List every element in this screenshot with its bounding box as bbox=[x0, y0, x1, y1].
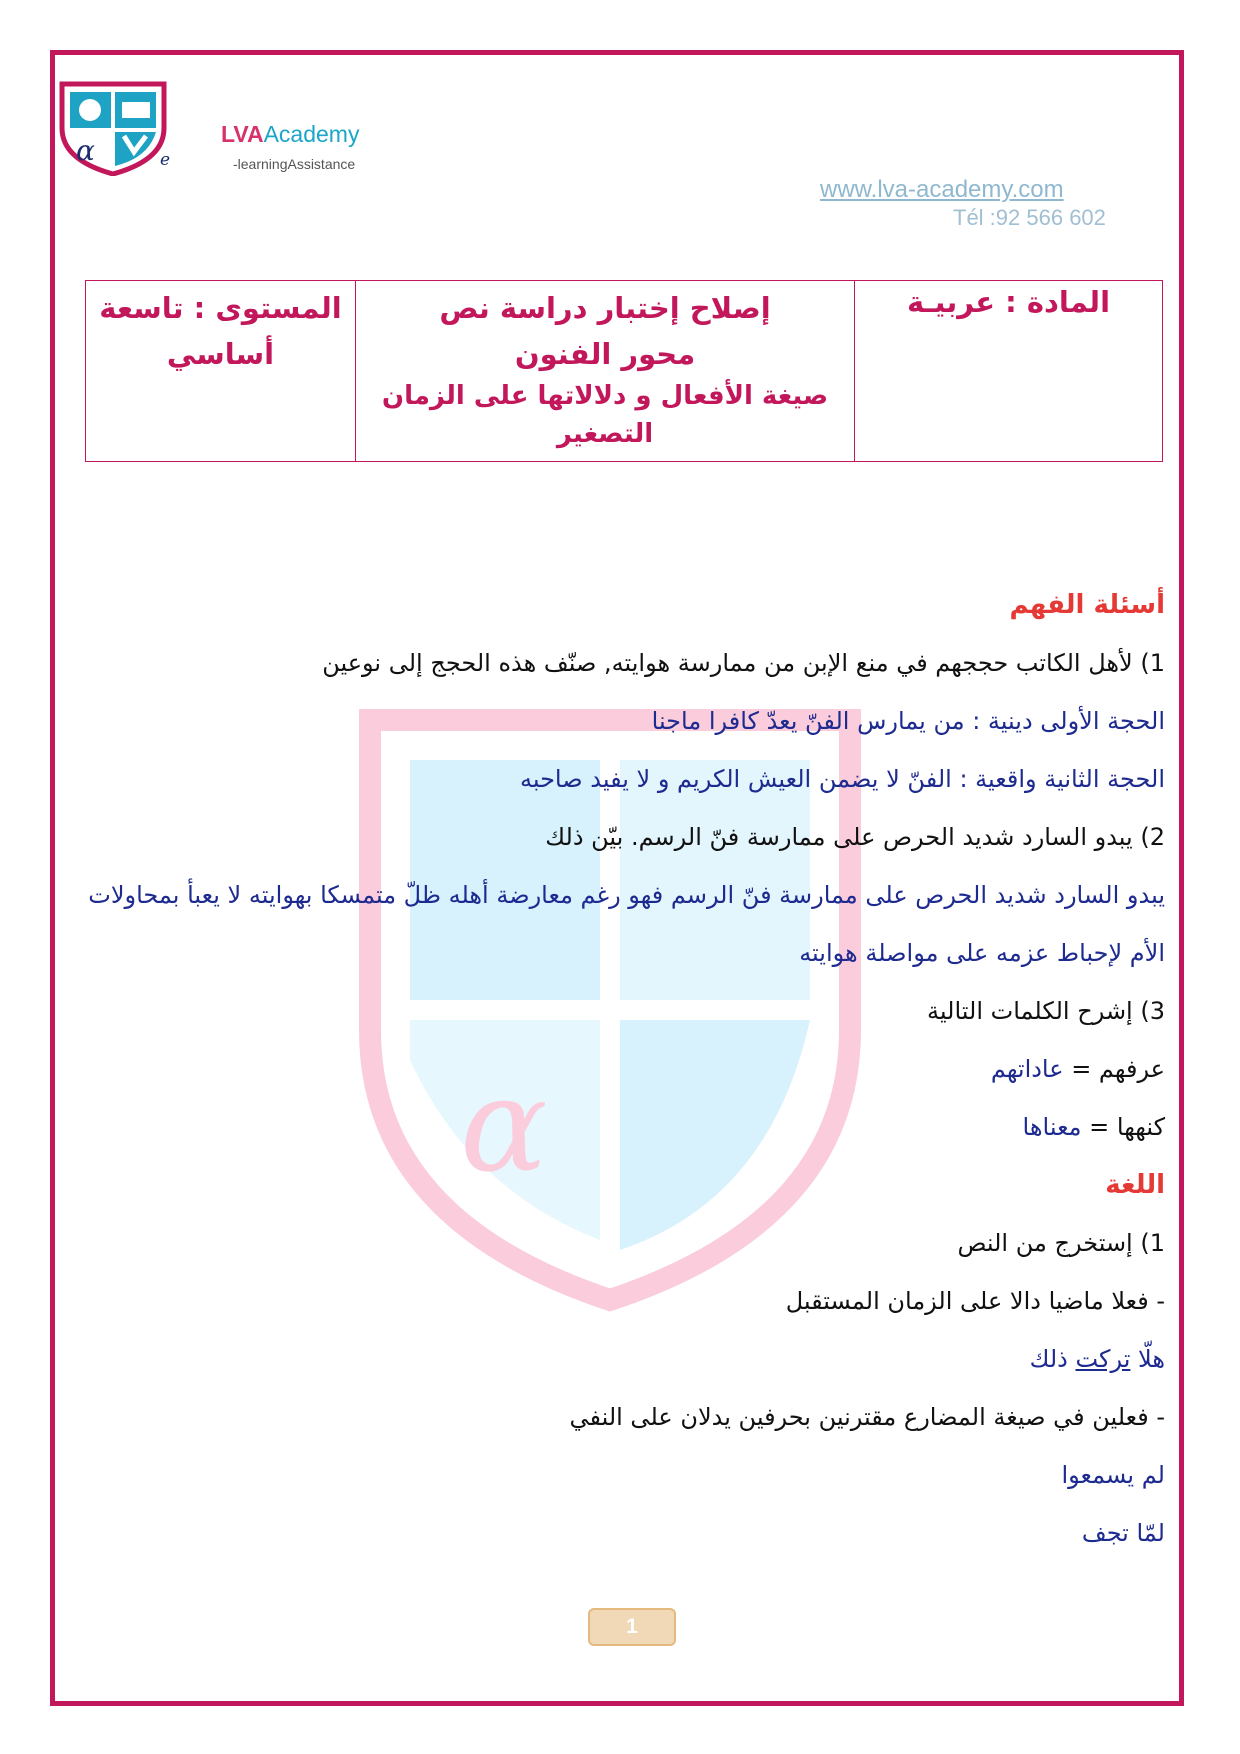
language-item-1: - فعلا ماضيا دالا على الزمان المستقبل bbox=[785, 1287, 1165, 1315]
language-answer-2-1: لم يسمعوا bbox=[1061, 1461, 1165, 1489]
brand-subtitle: -learningAssistance bbox=[233, 156, 356, 172]
language-question-1: 1) إستخرج من النص bbox=[957, 1229, 1165, 1257]
word-1 bbox=[65, 1040, 1165, 1098]
svg-text:α: α bbox=[76, 134, 95, 167]
page-number: 1 bbox=[588, 1608, 676, 1646]
logo-letter: e bbox=[160, 150, 171, 170]
title-line-4: التصغير bbox=[556, 419, 654, 449]
language-item-2: - فعلين في صيغة المضارع مقترنين بحرفين يدلان على النفي bbox=[569, 1403, 1165, 1431]
brand-name-part2: Academy bbox=[263, 121, 360, 147]
answer-2: يبدو السارد شديد الحرص على ممارسة فنّ الرسم فهو رغم معارضة أهله ظلّ متمسكا بهوايته لا يعبأ بمحاولات الأم لإحباط عزمه على مواصلة هوايته bbox=[88, 881, 1165, 967]
question-3: 3) إشرح الكلمات التالية bbox=[927, 997, 1165, 1025]
section-heading-comprehension: أسئلة الفهم bbox=[1009, 590, 1165, 620]
section-heading-language: اللغة bbox=[1105, 1170, 1165, 1200]
language-answer-2-2: لمّا تجف bbox=[1081, 1519, 1165, 1547]
language-answer-1-verb: تركت bbox=[1075, 1345, 1131, 1373]
title-line-1: إصلاح إختبار دراسة نص bbox=[439, 291, 771, 325]
svg-text:α: α bbox=[460, 1049, 548, 1201]
word-2-definition: معناها bbox=[1022, 1113, 1082, 1141]
level-cell bbox=[86, 281, 356, 462]
word-1-definition: عاداتهم bbox=[990, 1055, 1064, 1083]
word-2 bbox=[65, 1098, 1165, 1156]
header-table bbox=[85, 280, 1163, 462]
subject-cell: المادة : عربيـة bbox=[855, 281, 1163, 462]
title-line-3: صيغة الأفعال و دلالاتها على الزمان bbox=[381, 381, 829, 411]
word-1-term: عرفهم = bbox=[1063, 1055, 1165, 1083]
phone-number: Tél :92 566 602 bbox=[953, 205, 1106, 230]
brand-name-part1: LVA bbox=[221, 121, 264, 147]
brand-name bbox=[221, 121, 359, 148]
title-cell bbox=[356, 281, 855, 462]
level-line-2: أساسي bbox=[166, 337, 275, 371]
language-answer-1-pre: هلّا bbox=[1130, 1345, 1165, 1373]
question-1: 1) لأهل الكاتب حججهم في منع الإبن من ممارسة هوايته, صنّف هذه الحجج إلى نوعين bbox=[322, 649, 1165, 677]
answer-1-2: الحجة الثانية واقعية : الفنّ لا يضمن العيش الكريم و لا يفيد صاحبه bbox=[519, 765, 1165, 793]
answer-1-1: الحجة الأولى دينية : من يمارس الفنّ يعدّ كافرا ماجنا bbox=[651, 707, 1165, 735]
website-link[interactable]: www.lva-academy.com bbox=[820, 176, 1064, 203]
level-line-1: المستوى : تاسعة bbox=[99, 291, 342, 325]
academy-logo-icon bbox=[58, 80, 171, 176]
language-answer-1 bbox=[65, 1330, 1165, 1388]
word-2-term: كنهها = bbox=[1081, 1113, 1165, 1141]
title-line-2: محور الفنون bbox=[514, 337, 696, 371]
question-2: 2) يبدو السارد شديد الحرص على ممارسة فنّ الرسم. بيّن ذلك bbox=[545, 823, 1165, 851]
language-answer-1-post: ذلك bbox=[1029, 1345, 1076, 1373]
document-body bbox=[65, 576, 1165, 1562]
